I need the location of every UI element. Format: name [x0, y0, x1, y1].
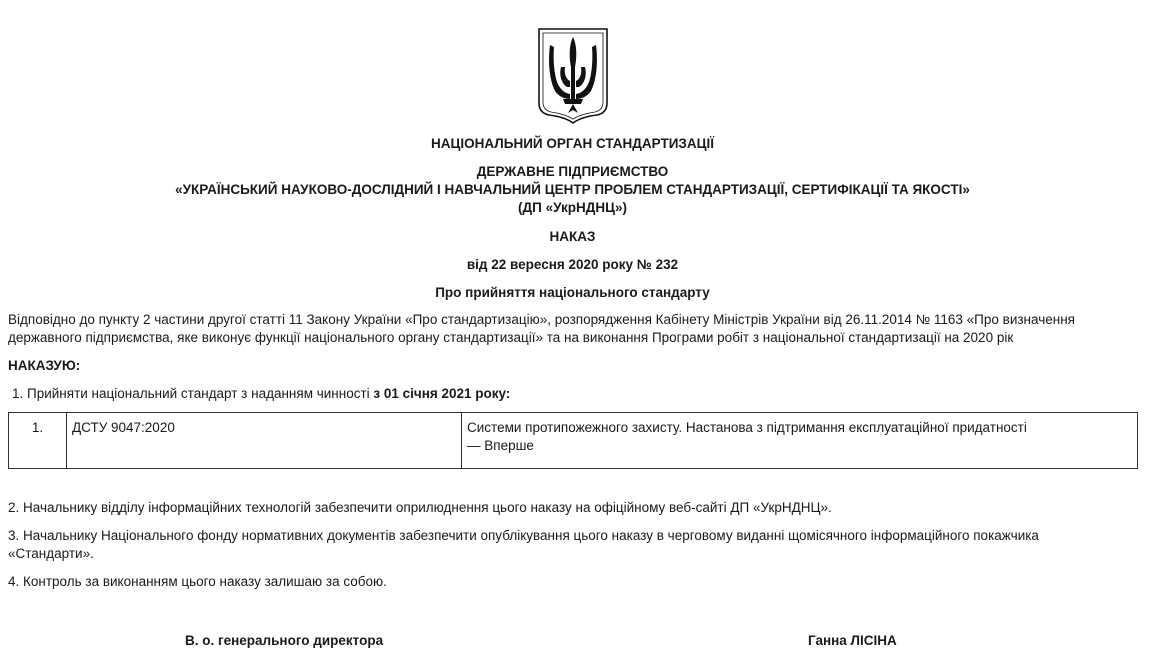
document-subject: Про прийняття національного стандарту — [435, 285, 710, 300]
enterprise-short-name: (ДП «УкрНДНЦ») — [518, 200, 627, 215]
order-item-3-line-1: 3. Начальнику Національного фонду нормативних документів забезпечити опублікування цього наказу в черговому виданні щомісячного інформаційного покажчика — [8, 528, 1039, 543]
organ-title: НАЦІОНАЛЬНИЙ ОРГАН СТАНДАРТИЗАЦІЇ — [431, 136, 714, 151]
preamble-line-2: державного підприємства, яке виконує функції національного органу стандартизації» та на виконання Програми робіт з національної стандартизації на 2020 рік — [8, 330, 1014, 345]
trident-emblem-icon — [537, 27, 609, 125]
order-item-1-effective-date: з 01 січня 2021 року: — [373, 386, 511, 401]
table-row — [9, 413, 1138, 469]
standard-number-cell: 1. — [9, 413, 67, 469]
signatory-name: Ганна ЛІСІНА — [808, 633, 897, 648]
enterprise-name: «УКРАЇНСЬКИЙ НАУКОВО-ДОСЛІДНИЙ І НАВЧАЛЬНИЙ ЦЕНТР ПРОБЛЕМ СТАНДАРТИЗАЦІЇ, СЕРТИФІКАЦІЇ ТА ЯКОСТІ» — [175, 182, 970, 197]
document-type: НАКАЗ — [549, 229, 596, 244]
order-item-1-text: 1. Прийняти національний стандарт з наданням чинності — [12, 386, 374, 401]
standard-title-cell — [462, 413, 1138, 469]
standard-code-cell: ДСТУ 9047:2020 — [67, 413, 462, 469]
enterprise-type: ДЕРЖАВНЕ ПІДПРИЄМСТВО — [476, 164, 669, 179]
standard-note: — Вперше — [467, 438, 534, 453]
order-item-3-line-2: «Стандарти». — [8, 546, 94, 561]
standards-table — [8, 412, 1138, 469]
preamble-line-1: Відповідно до пункту 2 частини другої статті 11 Закону України «Про стандартизацію», розпорядження Кабінету Міністрів України від 26.11.2014 № 1163 «Про визначення — [8, 312, 1075, 327]
order-word: НАКАЗУЮ: — [8, 358, 81, 373]
order-item-4: 4. Контроль за виконанням цього наказу залишаю за собою. — [8, 574, 387, 589]
document-date-number: від 22 вересня 2020 року № 232 — [466, 257, 679, 272]
signatory-position: В. о. генерального директора — [185, 633, 384, 648]
order-item-1 — [12, 385, 1152, 403]
order-item-2: 2. Начальнику відділу інформаційних технологій забезпечити оприлюднення цього наказу на офіційному веб-сайті ДП «УкрНДНЦ». — [8, 500, 832, 515]
standard-title: Системи протипожежного захисту. Настанова з підтримання експлуатаційної придатності — [467, 420, 1027, 435]
